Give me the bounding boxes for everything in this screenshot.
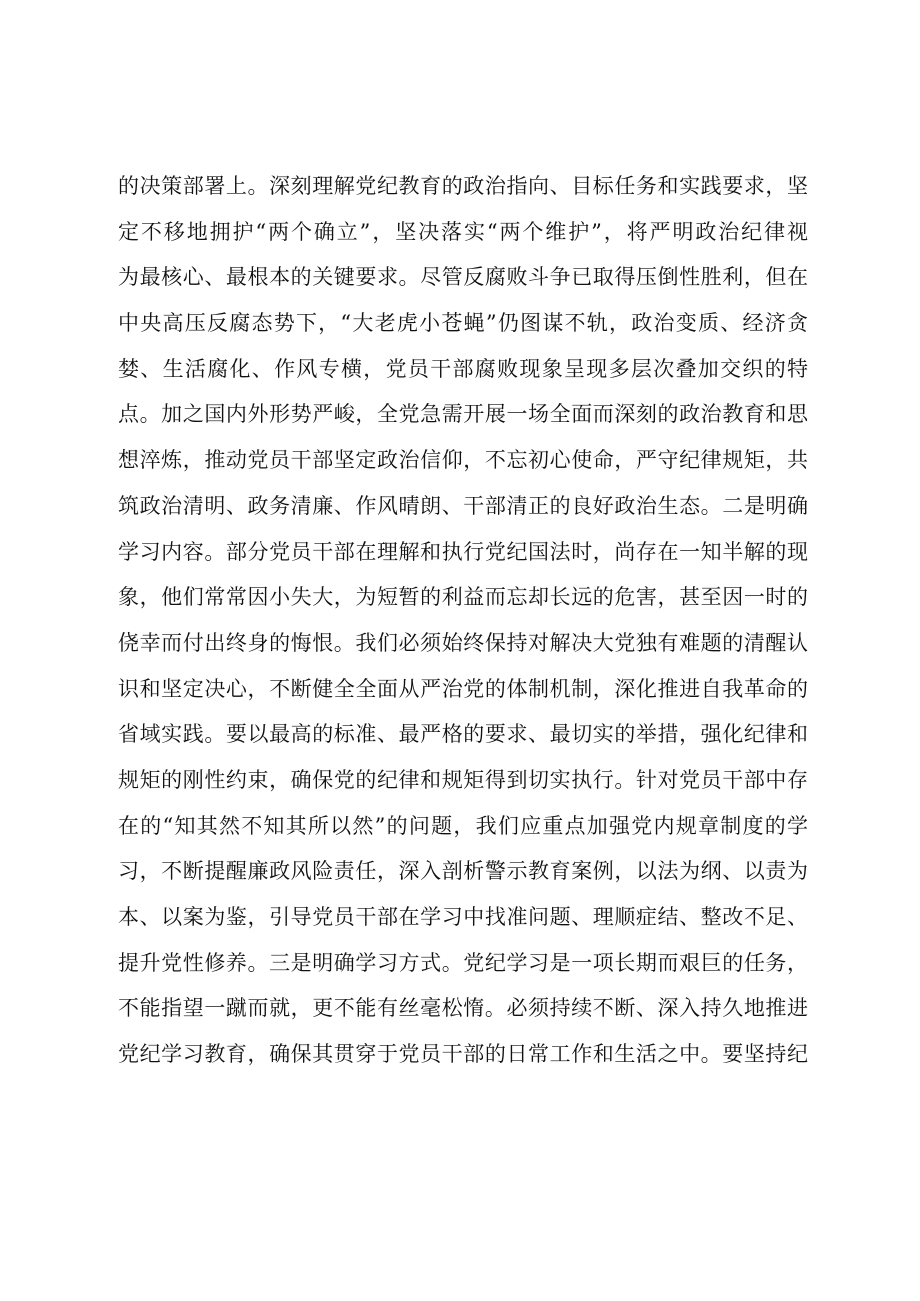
- text-line-14: 规矩的刚性约束，确保党的纪律和规矩得到切实执行。针对党员干部中存: [118, 767, 808, 792]
- text-line-9: 学习内容。部分党员干部在理解和执行党纪国法时，尚存在一知半解的现: [118, 539, 808, 564]
- text-line-4: 中央高压反腐态势下，“大老虎小苍蝇”仍图谋不轨，政治变质、经济贪: [118, 311, 808, 336]
- text-line-17: 本、以案为鉴，引导党员干部在学习中找准问题、理顺症结、整改不足、: [118, 905, 808, 929]
- text-line-8: 筑政治清明、政务清廉、作风晴朗、干部清正的良好政治生态。二是明确: [118, 493, 808, 518]
- text-line-12: 识和坚定决心，不断健全全面从严治党的体制机制，深化推进自我革命的: [118, 676, 808, 701]
- text-line-11: 侥幸而付出终身的悔恨。我们必须始终保持对解决大党独有难题的清醒认: [118, 630, 808, 655]
- text-line-6: 点。加之国内外形势严峻，全党急需开展一场全面而深刻的政治教育和思: [118, 402, 808, 427]
- text-line-19: 不能指望一蹴而就，更不能有丝毫松惰。必须持续不断、深入持久地推进: [118, 996, 808, 1021]
- text-line-3: 为最核心、最根本的关键要求。尽管反腐败斗争已取得压倒性胜利，但在: [118, 265, 808, 290]
- text-line-10: 象，他们常常因小失大，为短暂的利益而忘却长远的危害，甚至因一时的: [118, 585, 808, 610]
- text-line-5: 婪、生活腐化、作风专横，党员干部腐败现象呈现多层次叠加交织的特: [118, 356, 808, 381]
- text-line-2: 定不移地拥护“两个确立”，坚决落实“两个维护”，将严明政治纪律视: [118, 219, 808, 244]
- text-line-15: 在的“知其然不知其所以然”的问题，我们应重点加强党内规章制度的学: [118, 813, 808, 838]
- text-line-13: 省域实践。要以最高的标准、最严格的要求、最切实的举措，强化纪律和: [118, 722, 808, 747]
- text-line-1: 的决策部署上。深刻理解党纪教育的政治指向、目标任务和实践要求，坚: [118, 174, 808, 198]
- text-line-7: 想淬炼，推动党员干部坚定政治信仰，不忘初心使命，严守纪律规矩，共: [118, 448, 808, 473]
- text-line-16: 习，不断提醒廉政风险责任，深入剖析警示教育案例，以法为纲、以责为: [118, 859, 808, 884]
- body-paragraph: [118, 164, 808, 1078]
- text-line-18: 提升党性修养。三是明确学习方式。党纪学习是一项长期而艰巨的任务，: [118, 950, 808, 975]
- text-line-20: 党纪学习教育，确保其贯穿于党员干部的日常工作和生活之中。要坚持纪: [118, 1042, 808, 1067]
